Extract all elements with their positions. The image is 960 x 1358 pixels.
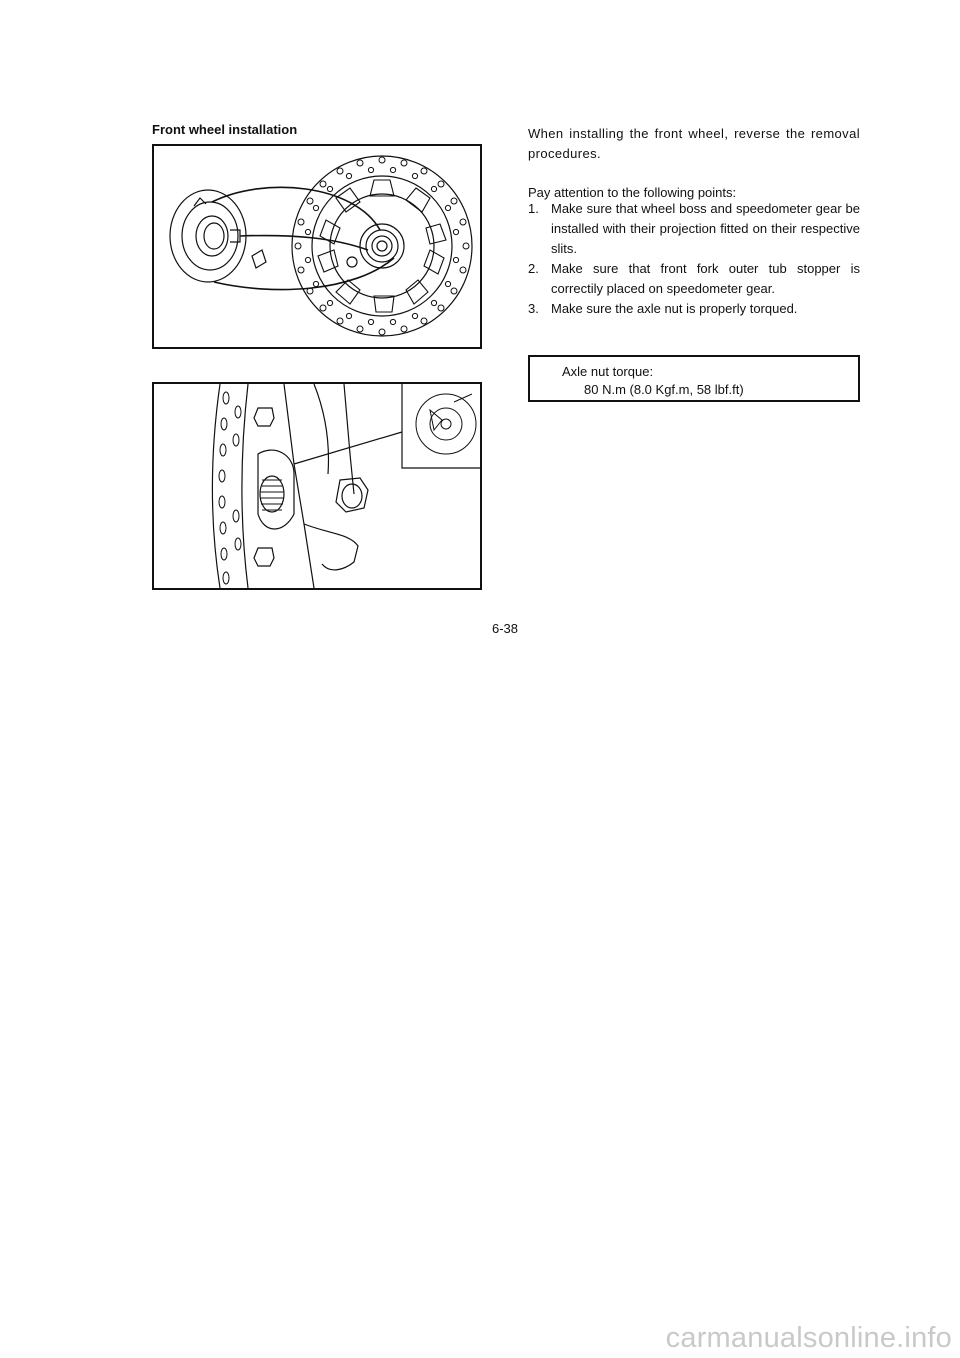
list-item bbox=[528, 259, 860, 299]
step-text: Make sure that wheel boss and speedometer gear be installed with their projection fitted on their respective slits. bbox=[551, 201, 860, 256]
section-heading: Front wheel installation bbox=[152, 122, 298, 137]
step-number: 3. bbox=[528, 301, 539, 316]
watermark: carmanualsonline.info bbox=[665, 1322, 952, 1354]
step-number: 1. bbox=[528, 201, 539, 216]
step-number: 2. bbox=[528, 261, 539, 276]
step-text: Make sure that front fork outer tub stopper is correctily placed on speedometer gear. bbox=[551, 261, 860, 296]
page-number: 6-38 bbox=[492, 621, 519, 636]
torque-value: 80 N.m (8.0 Kgf.m, 58 lbf.ft) bbox=[584, 382, 744, 397]
list-item bbox=[528, 299, 860, 319]
list-item bbox=[528, 199, 860, 259]
intro-paragraph: When installing the front wheel, reverse the removal procedures. bbox=[528, 126, 860, 161]
axle-nut-illustration bbox=[154, 384, 480, 588]
steps-list bbox=[528, 199, 860, 319]
wheel-boss-gear-figure bbox=[152, 144, 482, 349]
torque-label: Axle nut torque: bbox=[562, 364, 654, 379]
wheel-boss-gear-illustration bbox=[154, 146, 480, 347]
attention-paragraph: Pay attention to the following points: bbox=[528, 185, 737, 200]
torque-spec-box bbox=[528, 355, 860, 402]
axle-nut-figure bbox=[152, 382, 482, 590]
step-text: Make sure the axle nut is properly torqued. bbox=[551, 301, 798, 316]
